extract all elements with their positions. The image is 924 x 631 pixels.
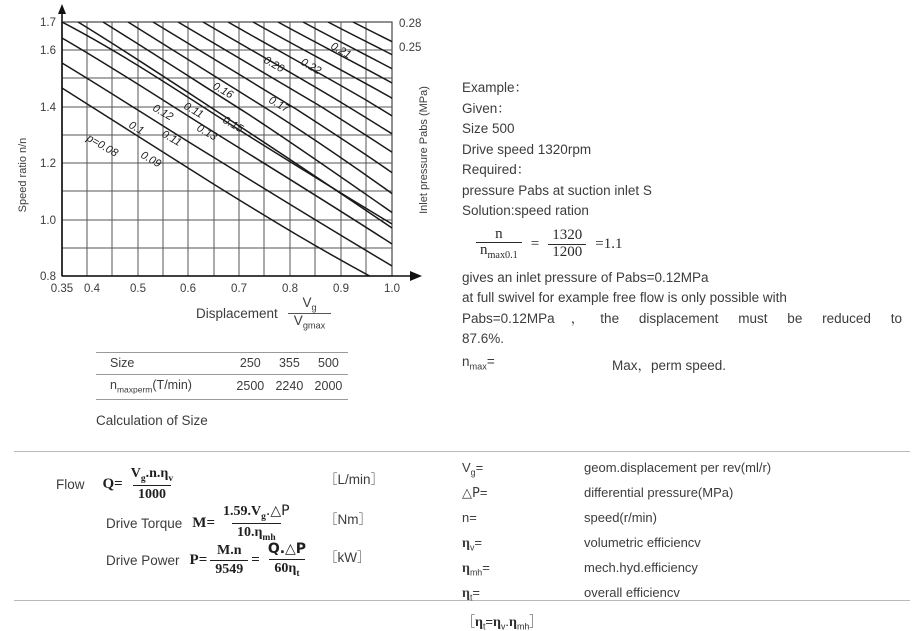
svg-text:0.28: 0.28 (399, 18, 422, 30)
svg-text:1.6: 1.6 (40, 45, 56, 57)
chart-svg (0, 0, 440, 345)
example-line-size: Size 500 (462, 121, 515, 136)
speed-ratio-lhs-fraction (476, 227, 522, 262)
x-axis-arrow (410, 271, 422, 281)
speed-ratio-result: =1.1 (595, 235, 623, 252)
formula-drive-power (106, 542, 314, 579)
y-axis-title-right: Inlet pressure Pabs (MPa) (418, 86, 430, 214)
formula-power-fraction-1 (210, 543, 248, 577)
curve-label-022: 0.22 (298, 56, 324, 78)
nomenclature-row-n (462, 508, 882, 533)
formula-power-unit: ［kW］ (324, 550, 371, 565)
svg-text:0.5: 0.5 (130, 283, 146, 295)
speed-ratio-rhs-num: 1320 (552, 226, 583, 243)
y-axis-title: Speed ratio n/n (17, 137, 29, 213)
nomenclature-identity: $[\eta_t=\eta_v.\eta_{mh}]$ (462, 613, 543, 631)
curve-label-011a: 0.11 (159, 128, 184, 149)
suction-pressure-chart (0, 0, 440, 345)
nomenclature-symbol-n: n= (462, 510, 477, 526)
nomenclature-symbol-eta-mh: $\eta_{mh}=$ (462, 560, 490, 578)
table-cell-2500: 2500 (231, 375, 270, 400)
formula-flow-denominator: 1000 (133, 485, 171, 503)
curve-label-01: 0.1 (126, 119, 146, 138)
speed-ratio-equals: = (530, 235, 540, 252)
x-axis-caption (196, 296, 331, 332)
curve-label-016: 0.16 (210, 80, 236, 102)
table-header-size: Size (96, 353, 231, 375)
y-axis-arrow (58, 4, 66, 14)
example-line-required: Required： (462, 162, 531, 177)
curve-label-021: 0.21 (328, 40, 354, 62)
max-speed-table (96, 352, 348, 400)
formula-flow (56, 466, 181, 503)
curve-label-012: 0.12 (150, 102, 176, 124)
speed-ratio-lhs-num: n (495, 225, 503, 242)
svg-text:0.35: 0.35 (50, 283, 74, 295)
formula-torque-math (192, 504, 297, 544)
example-line-given: Given： (462, 100, 511, 116)
nmax-definition-row (462, 354, 902, 374)
formula-drive-torque (106, 504, 298, 544)
nomenclature-row-vg (462, 458, 882, 483)
formula-torque-label: Drive Torque (106, 516, 183, 532)
svg-text:0.6: 0.6 (180, 283, 196, 295)
speed-ratio-equation (476, 227, 902, 262)
example-line-pressure-required: pressure Pabs at suction inlet S (462, 182, 652, 198)
nomenclature-row-deltap (462, 483, 882, 508)
formula-flow-math (103, 466, 182, 503)
formula-power-label: Drive Power (106, 553, 180, 569)
formula-power-numerator-2: Q.△P (267, 541, 307, 557)
formula-torque-fraction (218, 504, 295, 544)
formula-torque-unit: ［Nm］ (324, 512, 372, 527)
svg-text:0.7: 0.7 (231, 283, 247, 295)
nmax-symbol: $n_{max}=$ (462, 353, 495, 372)
curve-label-013: 0.13 (194, 122, 220, 144)
example-line-drive-speed: Drive speed 1320rpm (462, 141, 592, 157)
svg-text:0.4: 0.4 (84, 283, 100, 295)
curve-label-017: 0.17 (266, 94, 292, 116)
speed-ratio-lhs-den: $n_{max0.1}$ (476, 242, 522, 262)
example-text-block (462, 78, 902, 374)
calculation-of-size-heading: Calculation of Size (96, 413, 208, 428)
displacement-ratio-numerator: $V_g$ (302, 295, 317, 313)
table-header-355: 355 (270, 353, 309, 375)
curve-label-p008: p=0.08 (84, 132, 120, 160)
divider-top (14, 451, 910, 452)
formula-power-lhs: P= (189, 552, 208, 569)
formula-torque-denominator: $10.\eta_{mh}$ (232, 523, 281, 543)
nomenclature-desc-n: speed(r/min) (584, 510, 657, 526)
formula-flow-numerator: $V_g.n.\eta_v$ (130, 466, 174, 484)
example-line-solution: Solution:speed ration (462, 203, 589, 218)
formula-power-math (190, 542, 315, 579)
svg-text:1.7: 1.7 (40, 17, 56, 29)
nomenclature-desc-eta-v: volumetric efficiencv (584, 535, 701, 551)
table-row (96, 375, 348, 400)
formula-power-denominator-2: $60\eta_t$ (269, 559, 304, 579)
speed-ratio-rhs-fraction (548, 228, 586, 261)
table-row-label-nmaxperm: $n_{maxperm}(T/\min)$ (96, 375, 231, 400)
x-tick-labels (51, 283, 400, 295)
formula-flow-fraction (126, 466, 178, 503)
x-axis-caption-word: Displacement (196, 306, 278, 322)
nomenclature-row-eta-v (462, 533, 882, 558)
formula-torque-lhs: M= (192, 515, 216, 532)
nomenclature-symbol-vg: $V_g=$ (462, 460, 484, 478)
nomenclature-desc-eta-mh: mech.hyd.efficiency (584, 560, 698, 576)
formula-flow-unit: ［L/min］ (324, 472, 385, 487)
svg-text:0.8: 0.8 (40, 271, 56, 283)
curve-label-009: 0.09 (138, 149, 164, 171)
svg-text:1.4: 1.4 (40, 102, 56, 114)
nomenclature-desc-eta-t: overall efficiencv (584, 585, 680, 601)
nomenclature-symbol-deltap: △P= (462, 485, 488, 502)
table-header-250: 250 (231, 353, 270, 375)
formula-power-numerator-1: M.n (217, 543, 242, 559)
nomenclature-desc-deltap: differential pressure(MPa) (584, 485, 734, 501)
curve-label-011b: 0.11 (181, 100, 206, 121)
example-line-percent: 87.6%. (462, 331, 505, 347)
table-cell-2240: 2240 (270, 375, 309, 400)
curve-label-020: 0.20 (261, 54, 287, 76)
displacement-ratio-denominator: $V_{gmax}$ (288, 313, 331, 331)
displacement-ratio-fraction (288, 296, 331, 332)
table-header-500: 500 (309, 353, 348, 375)
nomenclature-symbol-eta-v: $\eta_v=$ (462, 535, 482, 553)
example-line-full-swivel: at full swivel for example free flow is only possible with (462, 290, 787, 306)
svg-text:0.8: 0.8 (282, 283, 298, 295)
formula-flow-lhs: Q= (102, 476, 123, 493)
nomenclature-row-eta-t (462, 583, 882, 608)
svg-text:1.2: 1.2 (40, 158, 56, 170)
curve-label-015: 0.15 (220, 114, 246, 136)
example-line-example: Example： (462, 80, 529, 95)
y-tick-labels (40, 17, 57, 283)
table-cell-2000: 2000 (309, 375, 348, 400)
nomenclature-list (462, 458, 882, 631)
nomenclature-desc-vg: geom.displacement per rev(ml/r) (584, 460, 772, 475)
example-line-inlet-pressure: gives an inlet pressure of Pabs=0.12MPa (462, 269, 709, 285)
table-row-header (96, 353, 348, 375)
formula-power-fraction-2 (263, 542, 311, 579)
formula-flow-label: Flow (56, 477, 85, 493)
formula-power-denominator-1: 9549 (210, 560, 248, 578)
speed-ratio-rhs-den: 1200 (548, 244, 586, 261)
svg-text:0.25: 0.25 (399, 42, 422, 54)
formula-power-equals: = (251, 552, 260, 569)
nomenclature-row-eta-mh (462, 558, 882, 583)
svg-text:0.9: 0.9 (333, 283, 349, 295)
svg-text:1.0: 1.0 (384, 283, 400, 295)
svg-text:1.0: 1.0 (40, 215, 56, 227)
example-line-displacement-reduced: Pabs=0.12MPa，the displacement must be reduced to (462, 310, 902, 326)
nomenclature-symbol-eta-t: $\eta_t=$ (462, 585, 480, 604)
formula-torque-numerator: $1.59.V_g.\triangle P$ (223, 503, 290, 522)
nmax-description: Max，perm speed. (612, 357, 727, 373)
right-axis-tick-labels (399, 18, 421, 54)
